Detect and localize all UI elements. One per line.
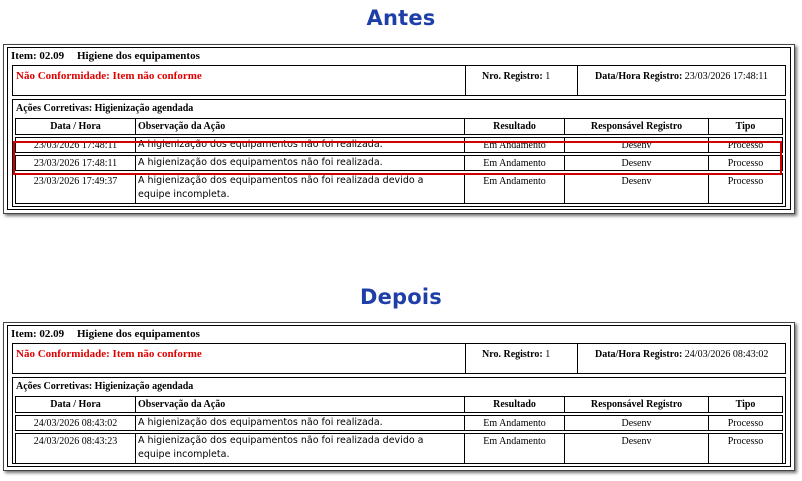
after-report-panel (3, 322, 795, 471)
row-date: 24/03/2026 08:43:02 (33, 418, 118, 429)
row-responsible: Desenv (564, 416, 708, 430)
row-type: Processo (708, 174, 782, 203)
after-registro (465, 344, 577, 373)
row-observation (135, 174, 464, 203)
after-datetime-label: Data/Hora Registro: (595, 349, 683, 360)
before-item-title (11, 50, 200, 62)
row-result: Em Andamento (464, 416, 564, 430)
col-responsible-header: Responsável Registro (564, 397, 708, 412)
before-registro-value: 1 (545, 71, 551, 82)
after-datetime-value: 24/03/2026 08:43:02 (684, 349, 769, 360)
before-registro-label: Nro. Registro: (482, 71, 543, 82)
before-item-code: Item: 02.09 (11, 50, 65, 62)
after-acoes-title: Ações Corretivas: Higienização agendada (16, 381, 194, 392)
col-observation-header: Observação da Ação (135, 397, 464, 412)
before-datetime-value: 23/03/2026 17:48:11 (684, 71, 769, 82)
after-item-name: Higiene dos equipamentos (77, 328, 200, 340)
after-report-frame (7, 325, 791, 467)
after-datetime (577, 344, 785, 373)
before-report-frame (7, 47, 791, 210)
row-date: 23/03/2026 17:48:11 (33, 158, 118, 169)
col-type-header: Tipo (708, 397, 782, 412)
col-result-header: Resultado (464, 119, 564, 134)
after-nonconformity-text: Não Conformidade: Item não conforme (16, 348, 202, 360)
before-acoes-title: Ações Corretivas: Higienização agendada (16, 103, 194, 114)
before-report-panel (3, 44, 795, 214)
after-nonconformity-row (12, 343, 786, 374)
col-date-header: Data / Hora (50, 399, 101, 410)
after-item-title (11, 328, 200, 340)
table-header-row (15, 396, 783, 413)
row-observation-line-2: equipe incompleta. (138, 449, 230, 460)
before-nonconformity-row (12, 65, 786, 96)
row-date: 23/03/2026 17:49:37 (33, 176, 118, 187)
row-date: 23/03/2026 17:48:11 (33, 140, 118, 151)
row-responsible: Desenv (564, 174, 708, 203)
row-type: Processo (708, 434, 782, 463)
after-actions-table (15, 396, 783, 464)
row-type: Processo (708, 156, 782, 170)
before-registro (465, 66, 577, 95)
after-registro-label: Nro. Registro: (482, 349, 543, 360)
after-item-code: Item: 02.09 (11, 328, 65, 340)
row-observation-line: A higienização dos equipamentos não foi realizada. (138, 417, 383, 428)
row-responsible: Desenv (564, 434, 708, 463)
table-row (15, 433, 783, 464)
row-observation-line: A higienização dos equipamentos não foi realizada devido a (138, 175, 424, 186)
row-result: Em Andamento (464, 138, 564, 152)
after-heading: Depois (359, 285, 443, 309)
row-date: 24/03/2026 08:43:23 (33, 436, 118, 447)
after-acoes-section (12, 377, 786, 464)
table-row (15, 415, 783, 431)
table-row (15, 173, 783, 204)
row-observation (135, 434, 464, 463)
row-responsible: Desenv (564, 138, 708, 152)
before-datetime-label: Data/Hora Registro: (595, 71, 683, 82)
before-item-name: Higiene dos equipamentos (77, 50, 200, 62)
col-date-header: Data / Hora (50, 121, 101, 132)
col-responsible-header: Responsável Registro (564, 119, 708, 134)
row-responsible: Desenv (564, 156, 708, 170)
row-result: Em Andamento (464, 156, 564, 170)
col-type-header: Tipo (708, 119, 782, 134)
row-observation-line: A higienização dos equipamentos não foi realizada. (138, 139, 383, 150)
row-observation-line-2: equipe incompleta. (138, 189, 230, 200)
row-observation-line: A higienização dos equipamentos não foi realizada. (138, 157, 383, 168)
row-observation (135, 416, 464, 430)
row-observation-line: A higienização dos equipamentos não foi realizada devido a (138, 435, 424, 446)
after-registro-value: 1 (545, 349, 551, 360)
before-heading: Antes (366, 6, 436, 30)
before-datetime (577, 66, 785, 95)
row-type: Processo (708, 138, 782, 152)
table-header-row (15, 118, 783, 135)
duplicate-rows-highlight (13, 141, 782, 175)
row-type: Processo (708, 416, 782, 430)
col-observation-header: Observação da Ação (135, 119, 464, 134)
row-result: Em Andamento (464, 174, 564, 203)
col-result-header: Resultado (464, 397, 564, 412)
row-result: Em Andamento (464, 434, 564, 463)
before-nonconformity-text: Não Conformidade: Item não conforme (16, 70, 202, 82)
